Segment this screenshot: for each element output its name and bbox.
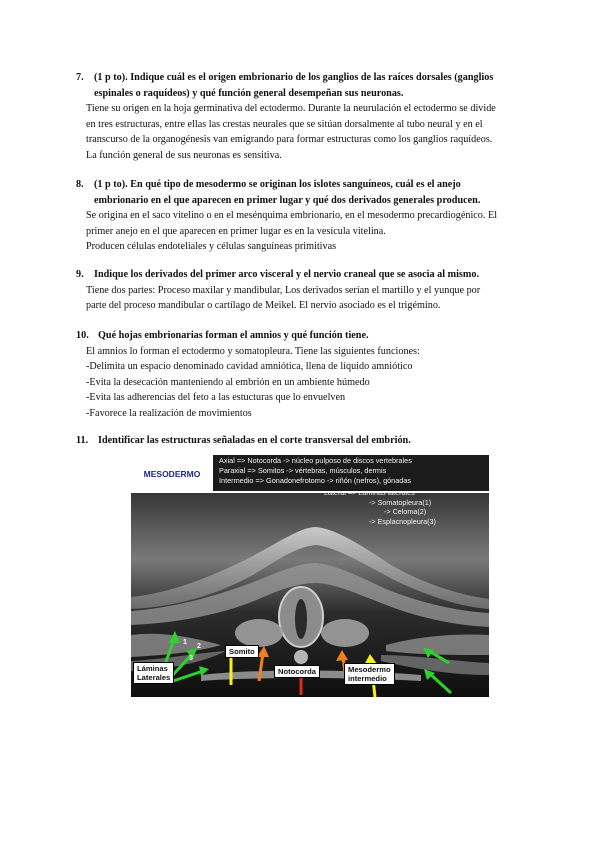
- question-number: 10.: [76, 330, 89, 341]
- label-num-3: 3: [189, 655, 193, 662]
- label-num-1: 1: [183, 639, 187, 646]
- mesoderm-description: Axial => Notocorda -> núcleo pulposo de discos vertebrales Paraxial => Somitos -> vértebras, músculos, dermis Intermedio => Gonadonefrotomo -> riñón (nefros), gónadas: [213, 455, 489, 491]
- question-7: [76, 70, 546, 163]
- question-8-answer: Se origina en el saco vitelino o en el mesénquima embrionario, en el mesodermo precardiogénico. El primer anejo en el que aparecen en primer lugar es en la vesícula vitelina. Producen células endoteliales y células sanguíneas primitivas: [86, 210, 498, 252]
- question-11-title: 11. Identificar las estructuras señaladas en el corte transversal del embrión.: [76, 433, 546, 449]
- question-9-title: 9. Indique los derivados del primer arco visceral y el nervio craneal que se asocia al mismo.: [76, 267, 546, 283]
- question-7-answer: Tiene su origen en la hoja germinativa del ectodermo. Durante la neurulación el ectodermo se divide en tres estructuras, entre ellas las crestas neurales que se sitúan dorsalmente al tubo neural y en el transcurso de la organogénesis van emigrando para formar estructuras como los ganglios raquídeos. La función general de sus neuronas es sensitiva.: [86, 103, 496, 161]
- label-somito: Somito: [225, 645, 259, 658]
- question-8-title: 8. (1 p to). En qué tipo de mesodermo se originan los islotes sanguíneos, cuál es el anejo embrionario en el que aparecen en primer lugar y qué dos derivados generales producen.: [76, 179, 481, 206]
- question-number: 9.: [76, 269, 84, 280]
- question-number: 7.: [76, 72, 84, 83]
- label-num-2: 2: [197, 643, 201, 650]
- label-notocorda: Notocorda: [274, 665, 320, 678]
- question-9-answer: Tiene dos partes: Proceso maxilar y mandibular, Los derivados serían el martillo y el yunque por parte del proceso mandibular o cartílago de Meikel. El nervio asociado es el trigémino.: [86, 284, 481, 311]
- figure-header: [131, 455, 489, 493]
- question-10: [76, 328, 546, 421]
- question-11: [76, 433, 546, 449]
- question-number: 8.: [76, 179, 84, 190]
- label-mesodermo-intermedio: Mesodermo intermedio: [344, 663, 395, 685]
- embryo-cross-section-figure: [131, 455, 489, 697]
- question-number: 11.: [76, 435, 89, 446]
- question-9: [76, 267, 546, 314]
- label-laminas-laterales: Láminas Laterales: [133, 662, 174, 684]
- lateral-legend: -> Somatopleura(1) -> Celoma(2) -> Esplacnopleura(3): [369, 497, 436, 526]
- question-10-answer: El amnios lo forman el ectodermo y somatopleura. Tiene las siguientes funciones: -Delimita un espacio denominado cavidad amniótica, llena de líquido amniótico -Evita la desecación manteniendo al embrión en un ambiente húmedo -Evita las adherencias del feto a las estucturas que lo envuelven -Favorece la realización de movimientos: [86, 345, 420, 419]
- question-10-title: 10. Qué hojas embrionarias forman el amnios y qué función tiene.: [76, 328, 546, 344]
- question-8: [76, 177, 546, 255]
- figure-heading: MESODERMO: [131, 455, 213, 493]
- question-7-title: 7. (1 p to). Indique cuál es el origen embrionario de los ganglios de las raíces dorsales (ganglios espinales o raquídeos) y qué función general desempeñan sus neuronas.: [76, 72, 494, 99]
